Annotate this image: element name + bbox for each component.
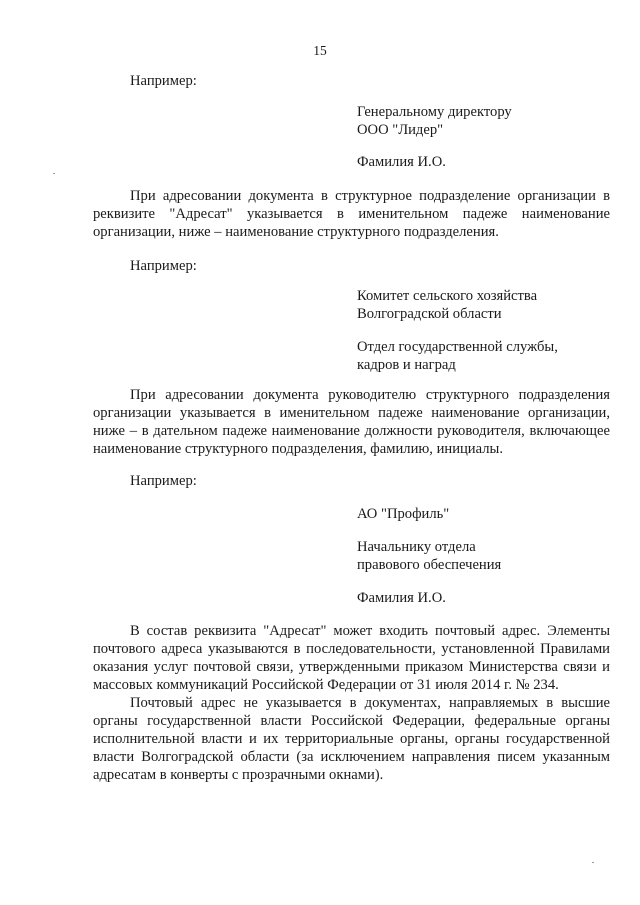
example3-name: Фамилия И.О. (357, 590, 446, 606)
position-line: Начальнику отдела (357, 539, 476, 555)
paragraph-4: Почтовый адрес не указывается в документах, направляемых в высшие органы государственной власти Российской Федерации, федеральные органы исполнительной власти и их территориальные органы, органы государственной власти Волгоградской области (за исключением направления писем указанным адресатам в конверты с прозрачными окнами). (93, 695, 610, 784)
example2-organization (357, 287, 537, 323)
paragraph-2: При адресовании документа руководителю структурного подразделения организации указывается в именительном падеже наименование организации, ниже – в дательном падеже наименование должности руководителя, включающее наименование структурного подразделения, фамилию, инициалы. (93, 387, 610, 458)
example1-name: Фамилия И.О. (357, 154, 446, 170)
paragraph-1: При адресовании документа в структурное подразделение организации в реквизите "Адресат" указывается в именительном падеже наименование организации, ниже – наименование структурного подразделения. (93, 188, 610, 241)
scan-speck (592, 862, 594, 863)
example-label-3: Например: (130, 473, 197, 489)
example-label-1: Например: (130, 73, 197, 89)
page-number: 15 (313, 43, 327, 58)
paragraph-3: В состав реквизита "Адресат" может входить почтовый адрес. Элементы почтового адреса указываются в последовательности, установленной Правилами оказания услуг почтовой связи, утвержденными приказом Министерства связи и массовых коммуникаций Российской Федерации от 31 июля 2014 г. № 234. (93, 623, 610, 694)
example3-organization: АО "Профиль" (357, 506, 450, 522)
org-line: Комитет сельского хозяйства (357, 288, 538, 304)
scan-speck (53, 173, 55, 174)
dept-line: кадров и наград (357, 357, 456, 373)
org-line: Волгоградской области (357, 306, 502, 322)
position-line: правового обеспечения (357, 557, 502, 573)
dept-line: Отдел государственной службы, (357, 339, 558, 355)
example2-department (357, 338, 558, 374)
addressee-line: ООО "Лидер" (357, 122, 444, 138)
example-label-2: Например: (130, 258, 197, 274)
example3-position (357, 538, 501, 574)
addressee-line: Генеральному директору (357, 104, 512, 120)
example1-addressee (357, 103, 512, 139)
